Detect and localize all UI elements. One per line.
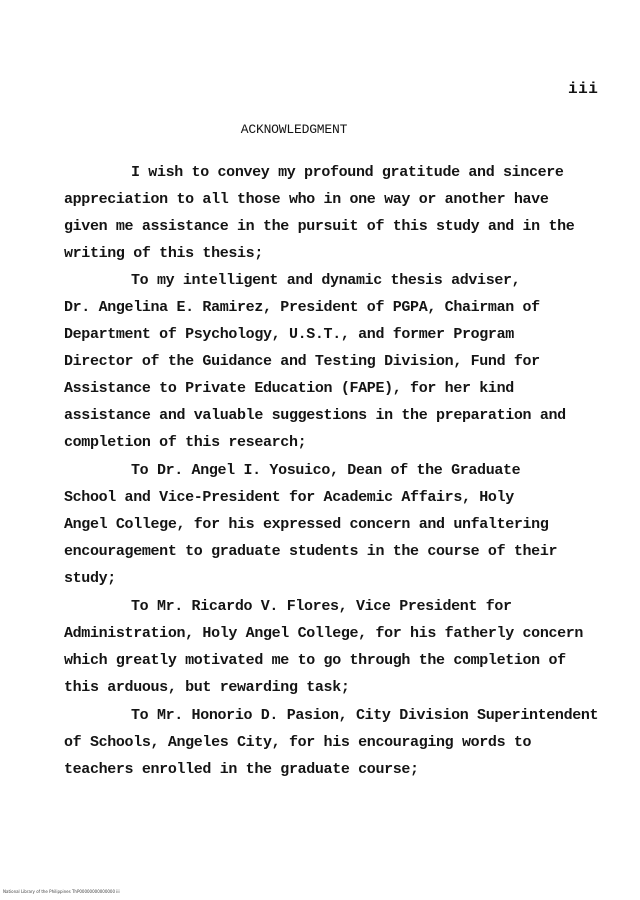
text-line: Administration, Holy Angel College, for his fatherly concern xyxy=(64,625,584,642)
text-line: Angel College, for his expressed concern and unfaltering xyxy=(64,516,549,533)
text-line: writing of this thesis; xyxy=(64,245,263,262)
text-line: Dr. Angelina E. Ramirez, President of PGPA, Chairman of xyxy=(64,299,540,316)
text-line: assistance and valuable suggestions in the preparation and xyxy=(64,407,566,424)
page-title: ACKNOWLEDGMENT xyxy=(240,122,348,137)
text-line: I wish to convey my profound gratitude and sincere xyxy=(131,164,564,181)
text-line: Director of the Guidance and Testing Division, Fund for xyxy=(64,353,540,370)
text-line: this arduous, but rewarding task; xyxy=(64,679,350,696)
text-line: Assistance to Private Education (FAPE), for her kind xyxy=(64,380,514,397)
text-line: Department of Psychology, U.S.T., and former Program xyxy=(64,326,514,343)
text-line: To my intelligent and dynamic thesis adviser, xyxy=(131,272,521,289)
page-number: iii xyxy=(568,80,599,98)
text-line: teachers enrolled in the graduate course; xyxy=(64,761,419,778)
text-line: completion of this research; xyxy=(64,434,307,451)
text-line: To Mr. Honorio D. Pasion, City Division Superintendent xyxy=(131,707,599,724)
text-line: encouragement to graduate students in the course of their xyxy=(64,543,558,560)
text-line: To Mr. Ricardo V. Flores, Vice President for xyxy=(131,598,512,615)
text-line: which greatly motivated me to go through the completion of xyxy=(64,652,566,669)
text-line: To Dr. Angel I. Yosuico, Dean of the Graduate xyxy=(131,462,521,479)
text-line: appreciation to all those who in one way or another have xyxy=(64,191,549,208)
text-line: given me assistance in the pursuit of this study and in the xyxy=(64,218,575,235)
scan-footer: National Library of the Philippines ThP00000000000000 iii xyxy=(3,889,120,894)
text-line: School and Vice-President for Academic Affairs, Holy xyxy=(64,489,514,506)
text-line: of Schools, Angeles City, for his encouraging words to xyxy=(64,734,532,751)
text-line: study; xyxy=(64,570,116,587)
